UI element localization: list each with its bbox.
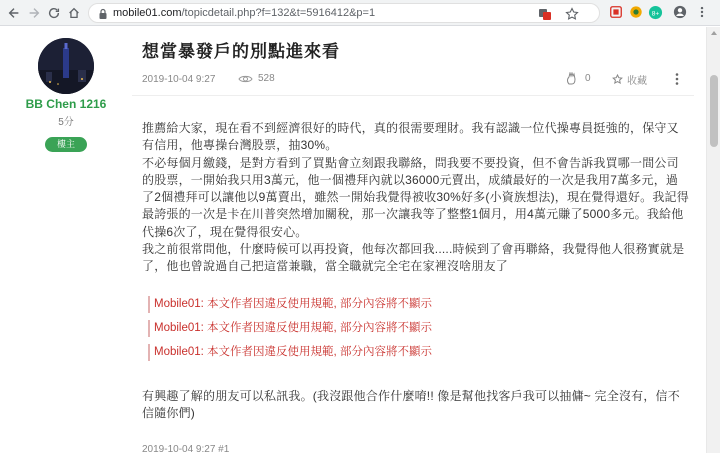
profile-icon[interactable] xyxy=(672,4,688,20)
grammar-icon[interactable] xyxy=(647,4,663,20)
url-path: /topicdetail.php?f=132&t=5916412&p=1 xyxy=(181,7,376,19)
translate-icon[interactable] xyxy=(538,7,552,21)
post-paragraph: 不必每個月繳錢，是對方看到了買點會立刻跟我聯絡，問我要不要投資，但不會告訴我買哪一間公司的股票，一開始我只用3萬元，他一個禮拜內就以36000元賣出，成績最好的一次是我用7萬多元，過了2個禮拜可以讓他以9萬賣出，雖然一開始我覺得被收30%好多(小資族想法)，現在覺得還好。我記得最誇張的一次是卡在川普突然增加關稅，那一次讓我等了整整1個月，用4萬元賺了5000多元。我給他代操6次了，現在覺得很安心。 xyxy=(142,155,689,239)
scrollbar-thumb[interactable] xyxy=(710,75,718,147)
post-closing: 有興趣了解的朋友可以私訊我。(我沒跟他合作什麼唷!! 像是幫他找客戶我可以抽傭~ 完全沒有，信不信隨你們) xyxy=(142,389,680,421)
browser-toolbar xyxy=(0,0,720,26)
more-options-icon[interactable] xyxy=(671,72,683,86)
back-icon[interactable] xyxy=(4,3,24,23)
post-body xyxy=(142,120,690,276)
scroll-up-icon[interactable] xyxy=(710,29,718,37)
clap-icon xyxy=(566,72,577,85)
view-count-value: 528 xyxy=(258,73,275,84)
vpn-icon[interactable] xyxy=(628,4,644,20)
lock-icon[interactable] xyxy=(97,8,109,20)
extension-icon[interactable] xyxy=(608,4,624,20)
reload-icon[interactable] xyxy=(44,3,64,23)
hidden-content-notice: Mobile01: 本文作者因違反使用規範, 部分內容將不顯示 xyxy=(148,296,568,313)
header-divider xyxy=(132,95,694,96)
forward-icon[interactable] xyxy=(24,3,44,23)
favorite-button[interactable] xyxy=(612,72,647,87)
post-floor-date: 2019-10-04 9:27 #1 xyxy=(142,444,230,453)
extension-badge: 8+ xyxy=(651,9,659,17)
address-bar[interactable] xyxy=(88,3,600,23)
author-name[interactable]: BB Chen 1216 xyxy=(25,97,107,111)
view-count xyxy=(238,73,275,84)
eye-icon xyxy=(238,74,253,84)
post-page xyxy=(0,27,706,453)
home-icon[interactable] xyxy=(64,3,84,23)
star-icon[interactable] xyxy=(565,7,579,21)
like-count: 0 xyxy=(585,73,591,84)
hidden-content-notice: Mobile01: 本文作者因違反使用規範, 部分內容將不顯示 xyxy=(148,344,568,361)
like-button[interactable] xyxy=(566,72,591,85)
post-title: 想當暴發戶的別點進來看 xyxy=(142,42,340,61)
url-host: mobile01.com xyxy=(113,7,182,19)
post-date: 2019-10-04 9:27 xyxy=(142,74,216,85)
url-text xyxy=(113,7,375,19)
avatar[interactable] xyxy=(38,38,94,94)
bookmark-icon xyxy=(612,74,623,85)
favorite-label: 收藏 xyxy=(627,76,647,87)
page-scrollbar[interactable] xyxy=(706,27,720,453)
hidden-content-notice: Mobile01: 本文作者因違反使用規範, 部分內容將不顯示 xyxy=(148,320,568,337)
author-score: 5分 xyxy=(58,117,74,128)
menu-icon[interactable] xyxy=(694,4,710,20)
post-paragraph: 我之前很常問他，什麼時候可以再投資，他每次都回我.....時候到了會再聯絡，我覺得他人很務實就是了，他也曾說過自己把這當兼職，當全職就完全宅在家裡沒啥朋友了 xyxy=(142,242,685,274)
post-paragraph: 推薦給大家，現在看不到經濟很好的時代，真的很需要理財。我有認識一位代操專員挺強的，保守又有信用，他專操台灣股票，抽30%。 xyxy=(142,121,679,153)
author-role-badge: 樓主 xyxy=(45,137,87,152)
